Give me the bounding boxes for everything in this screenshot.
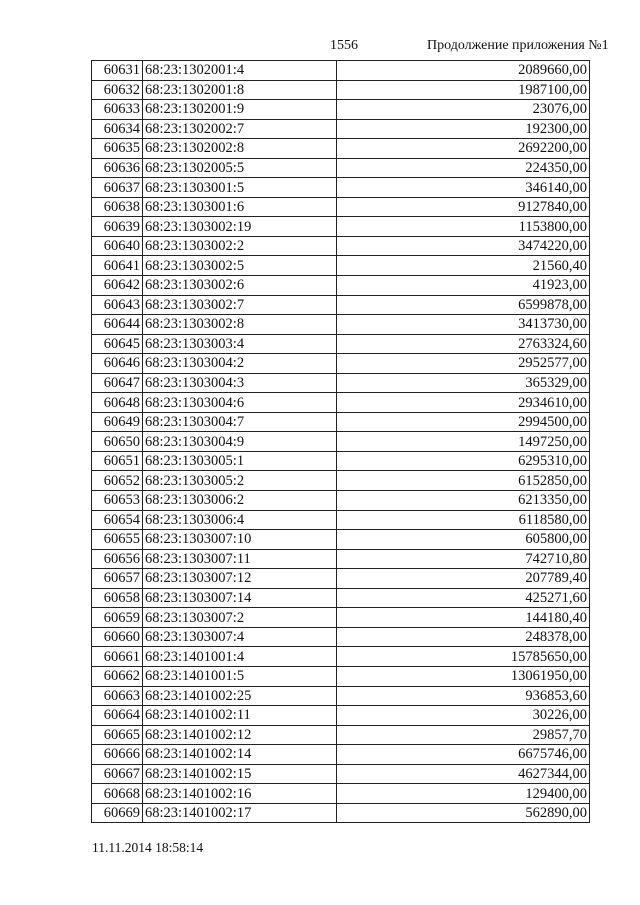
row-number-cell: 60658	[92, 588, 143, 608]
cadastral-value-cell: 1987100,00	[337, 80, 590, 100]
row-number-cell: 60656	[92, 549, 143, 569]
table-row	[92, 178, 590, 198]
cadastral-number-cell: 68:23:1303007:11	[143, 549, 337, 569]
cadastral-value-cell: 4627344,00	[337, 764, 590, 784]
row-number-cell: 60662	[92, 666, 143, 686]
table-row	[92, 432, 590, 452]
cadastral-number-cell: 68:23:1303007:10	[143, 530, 337, 550]
cadastral-value-cell: 6675746,00	[337, 745, 590, 765]
table-row	[92, 569, 590, 589]
table-row	[92, 530, 590, 550]
row-number-cell: 60653	[92, 491, 143, 511]
row-number-cell: 60665	[92, 725, 143, 745]
row-number-cell: 60667	[92, 764, 143, 784]
page-number: 1556	[330, 38, 358, 53]
table-row	[92, 217, 590, 237]
row-number-cell: 60661	[92, 647, 143, 667]
row-number-cell: 60640	[92, 236, 143, 256]
cadastral-number-cell: 68:23:1302001:9	[143, 100, 337, 120]
cadastral-value-cell: 2692200,00	[337, 139, 590, 159]
cadastral-number-cell: 68:23:1401002:12	[143, 725, 337, 745]
cadastral-value-table	[91, 60, 590, 823]
row-number-cell: 60637	[92, 178, 143, 198]
cadastral-number-cell: 68:23:1302001:4	[143, 61, 337, 81]
cadastral-number-cell: 68:23:1302002:7	[143, 119, 337, 139]
row-number-cell: 60652	[92, 471, 143, 491]
table-row	[92, 315, 590, 335]
table-row	[92, 295, 590, 315]
row-number-cell: 60642	[92, 276, 143, 296]
table-row	[92, 627, 590, 647]
cadastral-value-cell: 248378,00	[337, 627, 590, 647]
table-row	[92, 647, 590, 667]
cadastral-value-cell: 605800,00	[337, 530, 590, 550]
table-row	[92, 354, 590, 374]
row-number-cell: 60634	[92, 119, 143, 139]
cadastral-value-cell: 6152850,00	[337, 471, 590, 491]
cadastral-number-cell: 68:23:1401001:5	[143, 666, 337, 686]
table-row	[92, 491, 590, 511]
row-number-cell: 60660	[92, 627, 143, 647]
table-row	[92, 158, 590, 178]
cadastral-number-cell: 68:23:1303007:12	[143, 569, 337, 589]
table-row	[92, 373, 590, 393]
cadastral-number-cell: 68:23:1303005:1	[143, 451, 337, 471]
row-number-cell: 60668	[92, 784, 143, 804]
cadastral-number-cell: 68:23:1303002:8	[143, 315, 337, 335]
cadastral-number-cell: 68:23:1401001:4	[143, 647, 337, 667]
row-number-cell: 60636	[92, 158, 143, 178]
cadastral-value-cell: 144180,40	[337, 608, 590, 628]
cadastral-value-cell: 13061950,00	[337, 666, 590, 686]
cadastral-number-cell: 68:23:1303006:4	[143, 510, 337, 530]
table-row	[92, 119, 590, 139]
table-row	[92, 725, 590, 745]
row-number-cell: 60638	[92, 197, 143, 217]
row-number-cell: 60646	[92, 354, 143, 374]
table-row	[92, 276, 590, 296]
table-row	[92, 100, 590, 120]
cadastral-value-cell: 21560,40	[337, 256, 590, 276]
cadastral-value-cell: 6213350,00	[337, 491, 590, 511]
cadastral-value-cell: 2934610,00	[337, 393, 590, 413]
table-row	[92, 393, 590, 413]
row-number-cell: 60631	[92, 61, 143, 81]
table-row	[92, 61, 590, 81]
cadastral-number-cell: 68:23:1302005:5	[143, 158, 337, 178]
row-number-cell: 60659	[92, 608, 143, 628]
row-number-cell: 60651	[92, 451, 143, 471]
cadastral-value-cell: 346140,00	[337, 178, 590, 198]
cadastral-value-cell: 192300,00	[337, 119, 590, 139]
cadastral-value-cell: 2089660,00	[337, 61, 590, 81]
cadastral-value-cell: 6295310,00	[337, 451, 590, 471]
cadastral-number-cell: 68:23:1401002:16	[143, 784, 337, 804]
cadastral-value-cell: 1497250,00	[337, 432, 590, 452]
cadastral-value-cell: 2952577,00	[337, 354, 590, 374]
cadastral-value-cell: 41923,00	[337, 276, 590, 296]
cadastral-number-cell: 68:23:1303001:6	[143, 197, 337, 217]
cadastral-number-cell: 68:23:1303002:5	[143, 256, 337, 276]
cadastral-number-cell: 68:23:1303002:7	[143, 295, 337, 315]
table-row	[92, 197, 590, 217]
table-row	[92, 510, 590, 530]
row-number-cell: 60632	[92, 80, 143, 100]
appendix-continuation-note: Продолжение приложения №1	[427, 38, 609, 53]
row-number-cell: 60669	[92, 803, 143, 823]
cadastral-value-cell: 3413730,00	[337, 315, 590, 335]
table-row	[92, 256, 590, 276]
cadastral-value-cell: 2994500,00	[337, 412, 590, 432]
row-number-cell: 60639	[92, 217, 143, 237]
cadastral-value-cell: 6118580,00	[337, 510, 590, 530]
table-body	[92, 61, 590, 823]
table-row	[92, 80, 590, 100]
row-number-cell: 60647	[92, 373, 143, 393]
cadastral-number-cell: 68:23:1302001:8	[143, 80, 337, 100]
table-row	[92, 745, 590, 765]
cadastral-number-cell: 68:23:1303004:7	[143, 412, 337, 432]
table-row	[92, 412, 590, 432]
cadastral-value-cell: 15785650,00	[337, 647, 590, 667]
row-number-cell: 60654	[92, 510, 143, 530]
row-number-cell: 60633	[92, 100, 143, 120]
cadastral-number-cell: 68:23:1303004:6	[143, 393, 337, 413]
cadastral-value-cell: 2763324,60	[337, 334, 590, 354]
row-number-cell: 60643	[92, 295, 143, 315]
cadastral-value-cell: 9127840,00	[337, 197, 590, 217]
table-row	[92, 549, 590, 569]
cadastral-value-cell: 742710,80	[337, 549, 590, 569]
cadastral-number-cell: 68:23:1303005:2	[143, 471, 337, 491]
table-row	[92, 686, 590, 706]
print-timestamp: 11.11.2014 18:58:14	[92, 840, 204, 855]
row-number-cell: 60657	[92, 569, 143, 589]
table-row	[92, 471, 590, 491]
table-row	[92, 764, 590, 784]
row-number-cell: 60664	[92, 706, 143, 726]
cadastral-value-cell: 23076,00	[337, 100, 590, 120]
cadastral-number-cell: 68:23:1303001:5	[143, 178, 337, 198]
cadastral-value-cell: 6599878,00	[337, 295, 590, 315]
cadastral-number-cell: 68:23:1303002:2	[143, 236, 337, 256]
table-row	[92, 706, 590, 726]
table-row	[92, 588, 590, 608]
table-row	[92, 334, 590, 354]
cadastral-value-cell: 29857,70	[337, 725, 590, 745]
row-number-cell: 60648	[92, 393, 143, 413]
cadastral-number-cell: 68:23:1303002:6	[143, 276, 337, 296]
cadastral-value-cell: 30226,00	[337, 706, 590, 726]
cadastral-number-cell: 68:23:1302002:8	[143, 139, 337, 159]
cadastral-value-cell: 425271,60	[337, 588, 590, 608]
row-number-cell: 60635	[92, 139, 143, 159]
row-number-cell: 60644	[92, 315, 143, 335]
cadastral-value-cell: 936853,60	[337, 686, 590, 706]
cadastral-number-cell: 68:23:1303003:4	[143, 334, 337, 354]
cadastral-number-cell: 68:23:1303007:4	[143, 627, 337, 647]
cadastral-value-cell: 365329,00	[337, 373, 590, 393]
cadastral-number-cell: 68:23:1303004:9	[143, 432, 337, 452]
row-number-cell: 60650	[92, 432, 143, 452]
cadastral-value-cell: 129400,00	[337, 784, 590, 804]
cadastral-number-cell: 68:23:1401002:11	[143, 706, 337, 726]
cadastral-number-cell: 68:23:1303007:2	[143, 608, 337, 628]
row-number-cell: 60649	[92, 412, 143, 432]
table-row	[92, 451, 590, 471]
table-row	[92, 608, 590, 628]
cadastral-value-cell: 207789,40	[337, 569, 590, 589]
cadastral-value-cell: 562890,00	[337, 803, 590, 823]
cadastral-value-cell: 224350,00	[337, 158, 590, 178]
cadastral-number-cell: 68:23:1401002:15	[143, 764, 337, 784]
cadastral-number-cell: 68:23:1401002:25	[143, 686, 337, 706]
cadastral-number-cell: 68:23:1401002:17	[143, 803, 337, 823]
cadastral-number-cell: 68:23:1401002:14	[143, 745, 337, 765]
table-row	[92, 236, 590, 256]
table-row	[92, 803, 590, 823]
row-number-cell: 60663	[92, 686, 143, 706]
cadastral-number-cell: 68:23:1303007:14	[143, 588, 337, 608]
row-number-cell: 60655	[92, 530, 143, 550]
cadastral-number-cell: 68:23:1303004:2	[143, 354, 337, 374]
table-row	[92, 139, 590, 159]
row-number-cell: 60641	[92, 256, 143, 276]
table-row	[92, 784, 590, 804]
cadastral-value-cell: 1153800,00	[337, 217, 590, 237]
row-number-cell: 60666	[92, 745, 143, 765]
cadastral-number-cell: 68:23:1303004:3	[143, 373, 337, 393]
cadastral-number-cell: 68:23:1303002:19	[143, 217, 337, 237]
table-row	[92, 666, 590, 686]
cadastral-number-cell: 68:23:1303006:2	[143, 491, 337, 511]
cadastral-value-cell: 3474220,00	[337, 236, 590, 256]
row-number-cell: 60645	[92, 334, 143, 354]
